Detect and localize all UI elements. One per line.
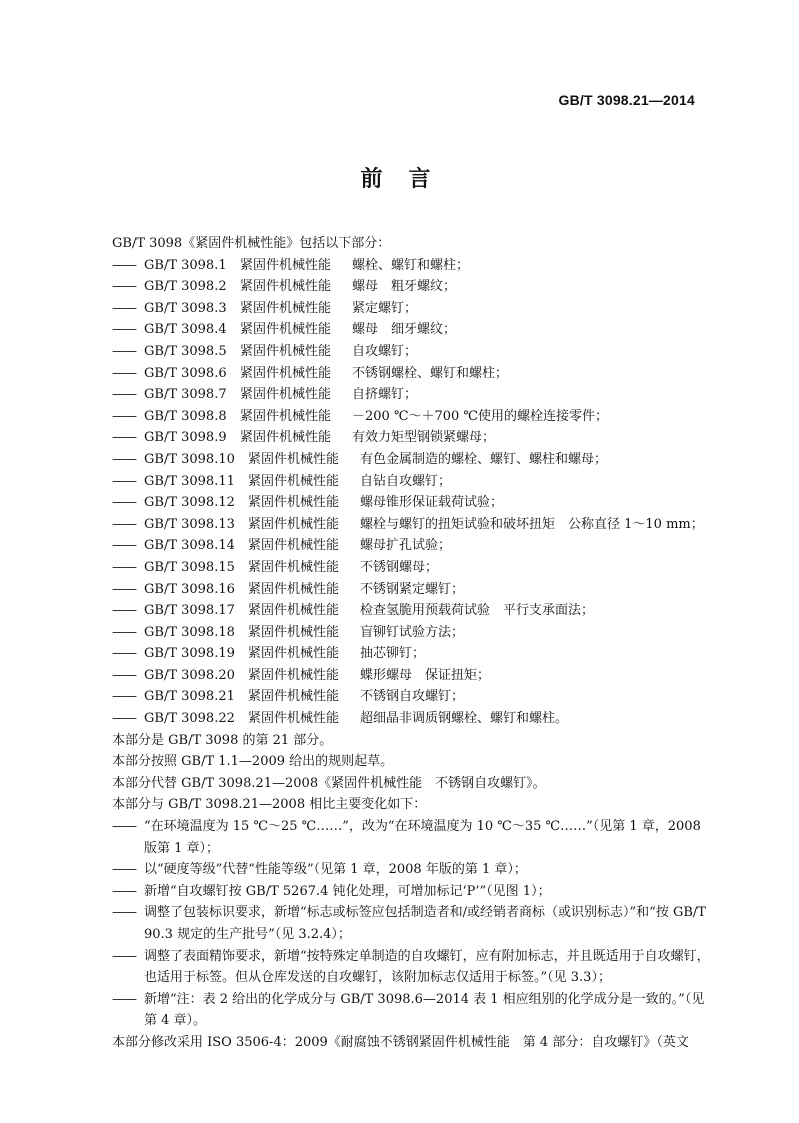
part-item — [112, 686, 712, 708]
part-desc: 不锈钢螺母； — [360, 559, 439, 575]
change-text: 新增“注：表 2 给出的化学成分与 GB/T 3098.6—2014 表 1 相应组别的化学成分是一致的。”（见第 4 章）。 — [144, 991, 705, 1029]
change-item — [112, 816, 712, 859]
part-name: 紧固件机械性能 — [248, 624, 340, 640]
part-item — [112, 255, 712, 277]
part-name: 紧固件机械性能 — [248, 646, 340, 662]
part-code: GB/T 3098.4 — [144, 322, 227, 338]
dash-marker: —— — [112, 322, 136, 338]
dash-marker: —— — [112, 819, 136, 835]
part-code: GB/T 3098.13 — [144, 516, 235, 532]
part-code: GB/T 3098.1 — [144, 257, 227, 273]
change-item — [112, 902, 712, 945]
part-name: 紧固件机械性能 — [248, 667, 340, 683]
part-name: 紧固件机械性能 — [248, 495, 340, 511]
dash-marker: —— — [112, 408, 136, 424]
dash-marker: —— — [112, 603, 136, 619]
change-text: 新增“自攻螺钉按 GB/T 5267.4 钝化处理，可增加标记‘P’”（见图 1）； — [144, 883, 551, 899]
part-desc: 超细晶非调质钢螺栓、螺钉和螺柱。 — [360, 711, 569, 727]
part-name: 紧固件机械性能 — [240, 279, 332, 295]
part-code: GB/T 3098.2 — [144, 279, 227, 295]
statement-line: 本部分是 GB/T 3098 的第 21 部分。 — [112, 732, 333, 748]
part-name: 紧固件机械性能 — [240, 322, 332, 338]
part-item — [112, 427, 712, 449]
part-code: GB/T 3098.16 — [144, 581, 235, 597]
part-desc: 不锈钢自攻螺钉； — [360, 689, 465, 705]
part-desc: 螺栓与螺钉的扭矩试验和破坏扭矩 公称直径 1～10 mm； — [360, 516, 704, 532]
change-item — [112, 881, 712, 903]
dash-marker: —— — [112, 516, 136, 532]
part-desc: 紧定螺钉； — [352, 300, 418, 316]
part-desc: 有效力矩型钢锁紧螺母； — [352, 430, 496, 446]
part-desc: 不锈钢螺栓、螺钉和螺柱； — [352, 365, 509, 381]
dash-marker: —— — [112, 451, 136, 467]
part-name: 紧固件机械性能 — [248, 711, 340, 727]
dash-marker: —— — [112, 905, 136, 921]
part-code: GB/T 3098.14 — [144, 538, 235, 554]
part-name: 紧固件机械性能 — [248, 538, 340, 554]
dash-marker: —— — [112, 365, 136, 381]
part-name: 紧固件机械性能 — [240, 430, 332, 446]
change-item — [112, 946, 712, 989]
part-desc: 自挤螺钉； — [352, 387, 418, 403]
document-body — [112, 233, 712, 1054]
dash-marker: —— — [112, 948, 136, 964]
dash-marker: —— — [112, 473, 136, 489]
part-code: GB/T 3098.10 — [144, 451, 235, 467]
dash-marker: —— — [112, 430, 136, 446]
part-code: GB/T 3098.17 — [144, 603, 235, 619]
part-desc: 自攻螺钉； — [352, 343, 418, 359]
part-item — [112, 449, 712, 471]
statement-line: 本部分代替 GB/T 3098.21—2008《紧固件机械性能 不锈钢自攻螺钉》。 — [112, 775, 546, 791]
part-desc: 有色金属制造的螺栓、螺钉、螺柱和螺母； — [360, 451, 608, 467]
part-code: GB/T 3098.5 — [144, 343, 227, 359]
part-desc: 蝶形螺母 保证扭矩； — [360, 667, 491, 683]
part-name: 紧固件机械性能 — [248, 603, 340, 619]
part-desc: 检查氢脆用预载荷试验 平行支承面法； — [360, 603, 595, 619]
part-item — [112, 492, 712, 514]
part-item — [112, 406, 712, 428]
part-code: GB/T 3098.6 — [144, 365, 227, 381]
part-item — [112, 708, 712, 730]
change-text: 调整了表面精饰要求，新增“按特殊定单制造的自攻螺钉，应有附加标志，并且既适用于自攻螺钉，也适用于标签。但从仓库发送的自攻螺钉，该附加标志仅适用于标签。”（见 3.3）； — [144, 948, 710, 986]
part-code: GB/T 3098.15 — [144, 559, 235, 575]
dash-marker: —— — [112, 667, 136, 683]
part-desc: 抽芯铆钉； — [360, 646, 426, 662]
part-item — [112, 622, 712, 644]
part-desc: 螺母 细牙螺纹； — [352, 322, 457, 338]
part-desc: 盲铆钉试验方法； — [360, 624, 465, 640]
part-name: 紧固件机械性能 — [248, 516, 340, 532]
dash-marker: —— — [112, 257, 136, 273]
part-desc: 螺栓、螺钉和螺柱； — [352, 257, 470, 273]
part-item — [112, 579, 712, 601]
part-item — [112, 384, 712, 406]
part-code: GB/T 3098.9 — [144, 430, 227, 446]
part-name: 紧固件机械性能 — [240, 343, 332, 359]
part-code: GB/T 3098.18 — [144, 624, 235, 640]
part-item — [112, 341, 712, 363]
standard-code: GB/T 3098.21—2014 — [558, 92, 695, 108]
statement-line: 本部分按照 GB/T 1.1—2009 给出的规则起草。 — [112, 754, 394, 770]
part-code: GB/T 3098.12 — [144, 495, 235, 511]
part-code: GB/T 3098.11 — [144, 473, 235, 489]
dash-marker: —— — [112, 991, 136, 1007]
changes-list — [112, 816, 712, 1032]
statement-line: 本部分与 GB/T 3098.21—2008 相比主要变化如下： — [112, 797, 427, 813]
statements — [112, 730, 712, 816]
part-item — [112, 319, 712, 341]
part-code: GB/T 3098.7 — [144, 387, 227, 403]
part-item — [112, 600, 712, 622]
part-item — [112, 514, 712, 536]
part-desc: 螺母锥形保证载荷试验； — [360, 495, 504, 511]
part-item — [112, 643, 712, 665]
part-name: 紧固件机械性能 — [240, 257, 332, 273]
part-item — [112, 298, 712, 320]
dash-marker: —— — [112, 279, 136, 295]
dash-marker: —— — [112, 883, 136, 899]
dash-marker: —— — [112, 559, 136, 575]
part-item — [112, 276, 712, 298]
dash-marker: —— — [112, 538, 136, 554]
dash-marker: —— — [112, 300, 136, 316]
dash-marker: —— — [112, 646, 136, 662]
closing-paragraph: 本部分修改采用 ISO 3506-4：2009《耐腐蚀不锈钢紧固件机械性能 第 4 部分：自攻螺钉》（英文 — [112, 1034, 689, 1050]
part-name: 紧固件机械性能 — [248, 451, 340, 467]
part-item — [112, 471, 712, 493]
part-code: GB/T 3098.3 — [144, 300, 227, 316]
part-desc: －200 ℃～＋700 ℃使用的螺栓连接零件； — [352, 408, 608, 424]
page-title: 前言 — [360, 166, 457, 192]
part-item — [112, 557, 712, 579]
part-name: 紧固件机械性能 — [248, 473, 340, 489]
part-code: GB/T 3098.20 — [144, 667, 235, 683]
part-desc: 螺母 粗牙螺纹； — [352, 279, 457, 295]
part-code: GB/T 3098.19 — [144, 646, 235, 662]
part-name: 紧固件机械性能 — [240, 408, 332, 424]
change-item — [112, 989, 712, 1032]
parts-list — [112, 255, 712, 730]
part-name: 紧固件机械性能 — [248, 581, 340, 597]
change-item — [112, 859, 712, 881]
part-code: GB/T 3098.8 — [144, 408, 227, 424]
part-item — [112, 535, 712, 557]
dash-marker: —— — [112, 495, 136, 511]
part-item — [112, 363, 712, 385]
change-text: 以“硬度等级”代替“性能等级”（见第 1 章，2008 年版的第 1 章）； — [144, 862, 527, 878]
dash-marker: —— — [112, 343, 136, 359]
part-name: 紧固件机械性能 — [248, 689, 340, 705]
dash-marker: —— — [112, 387, 136, 403]
part-desc: 自钻自攻螺钉； — [360, 473, 452, 489]
part-desc: 不锈钢紧定螺钉； — [360, 581, 465, 597]
part-name: 紧固件机械性能 — [240, 365, 332, 381]
dash-marker: —— — [112, 862, 136, 878]
change-text: “在环境温度为 15 ℃～25 ℃……”，改为“在环境温度为 10 ℃～35 ℃……”（见第 1 章，2008 版第 1 章）； — [144, 819, 701, 856]
part-item — [112, 665, 712, 687]
part-code: GB/T 3098.21 — [144, 689, 235, 705]
dash-marker: —— — [112, 689, 136, 705]
part-code: GB/T 3098.22 — [144, 711, 235, 727]
intro-paragraph: GB/T 3098《紧固件机械性能》包括以下部分： — [112, 236, 391, 251]
dash-marker: —— — [112, 624, 136, 640]
change-text: 调整了包装标识要求，新增“标志或标签应包括制造者和/或经销者商标（或识别标志）”和“按 GB/T 90.3 规定的生产批号”（见 3.2.4）； — [144, 905, 706, 942]
dash-marker: —— — [112, 711, 136, 727]
part-name: 紧固件机械性能 — [240, 300, 332, 316]
part-desc: 螺母扩孔试验； — [360, 538, 452, 554]
part-name: 紧固件机械性能 — [248, 559, 340, 575]
part-name: 紧固件机械性能 — [240, 387, 332, 403]
dash-marker: —— — [112, 581, 136, 597]
